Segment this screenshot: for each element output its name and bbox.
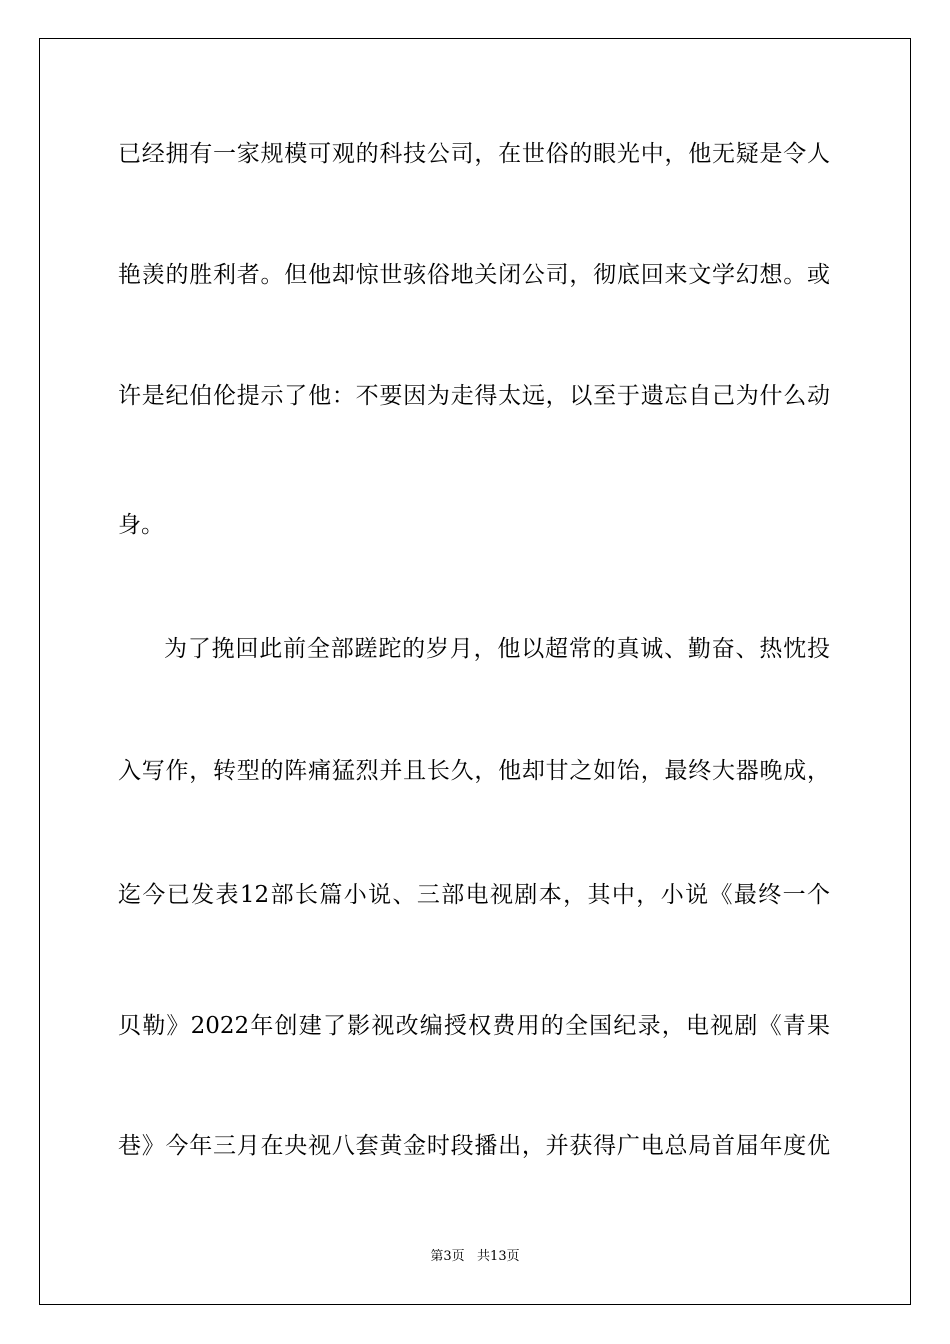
paragraph-line: 艳羡的胜利者。但他却惊世骇俗地关闭公司，彻底回来文学幻想。或 [118, 262, 830, 288]
paragraph-line: 入写作，转型的阵痛猛烈并且长久，他却甘之如饴，最终大器晚成， [118, 758, 830, 784]
paragraph-line: 贝勒》2022年创建了影视改编授权费用的全国纪录，电视剧《青果 [118, 1013, 830, 1039]
paragraph-line: 为了挽回此前全部蹉跎的岁月，他以超常的真诚、勤奋、热忱投 [164, 636, 830, 662]
paragraph-line: 已经拥有一家规模可观的科技公司，在世俗的眼光中，他无疑是令人 [118, 141, 830, 167]
paragraph-line: 迄今已发表12部长篇小说、三部电视剧本，其中，小说《最终一个 [118, 882, 830, 908]
paragraph-line: 许是纪伯伦提示了他：不要因为走得太远，以至于遗忘自己为什么动 [118, 383, 830, 409]
page-number-footer: 第3页 共13页 [430, 1249, 520, 1264]
paragraph-line: 身。 [118, 512, 164, 538]
page-border [39, 38, 911, 1305]
paragraph-line: 巷》今年三月在央视八套黄金时段播出，并获得广电总局首届年度优 [118, 1133, 830, 1159]
